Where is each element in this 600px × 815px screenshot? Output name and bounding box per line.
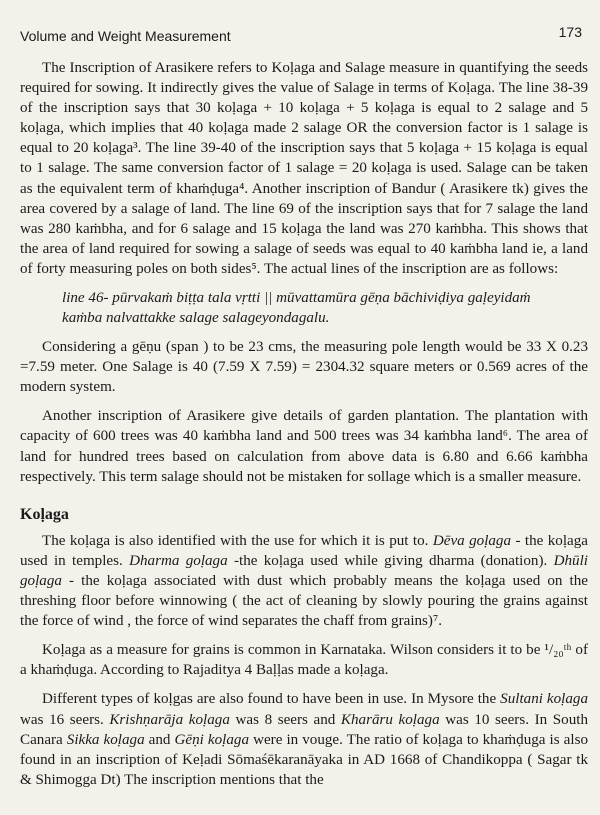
page-number: 173 [558,24,582,40]
text-run: The koḷaga is also identified with the use for which it is put to. [42,532,433,549]
term-dhuli-golaga: Dhūli goḷaga [20,552,588,589]
term-deva-golaga: Dēva goḷaga [432,532,512,549]
inscription-quote [62,288,588,328]
text-run: - the koḷaga used in temples. [20,532,588,569]
text-run: was 16 seers. [20,711,110,728]
text-run: was 8 seers and [229,711,341,728]
running-header: Volume and Weight Measurement [20,28,231,44]
paragraph-arasikere-inscription: The Inscription of Arasikere refers to Koḷaga and Salage measure in quantifying the seeds required for sowing. It indirectly gives the value of Salage in terms of Koḷaga. The line 38-39 of the inscription says that 30 koḷaga + 10 koḷaga + 5 koḷaga is equal to 2 salage and 5 koḷaga, which implies that 40 koḷaga made 2 salage OR the conversion factor is 1 salage is equal to 20 koḷaga³. The line 39-40 of the inscription says that 5 koḷaga + 15 koḷaga is equal to 1 salage. The same conversion factor of 1 salage = 20 koḷaga is used. Salage can be taken as the equivalent term of khaṁḍuga⁴. Another inscription of Bandur ( Arasikere tk) gives the area covered by a salage of land. The line 69 of the inscription says that for 7 salage the land was 280 kaṁbha, and for 6 salage and 15 koḷaga the land was 270 kaṁbha. This shows that the area of land required for sowing a salage of seeds was equal to 40 kaṁbha land ie, a land of forty measuring poles on both sides⁵. The actual lines of the inscription are as follows: [20,60,588,277]
paragraph-gena-calculation: Considering a gēṇu (span ) to be 23 cms, the measuring pole length would be 33 X 0.23 =7.59 meter. One Salage is 40 (7.59 X 7.59) = 2304.32 square meters or 0.569 acres of the modern system. [20,339,588,396]
term-geni-kolaga: Gēṇi koḷaga [174,731,250,748]
text-run: -the koḷaga used while giving dharma (donation). [227,552,554,569]
paragraph-garden-plantation: Another inscription of Arasikere give details of garden plantation. The plantation with capacity of 600 trees was 40 kaṁbha land and 500 trees was 34 kaṁbha land⁶. The area of land for hundred trees based on calculation from above data is 6.80 and 6.66 kaṁbha respectively. This term salage should not be mistaken for sollage which is a smaller measure. [20,408,588,485]
text-run: Different types of koḷgas are also found to have been in use. In Mysore the [42,691,501,708]
inscription-quote-line-1: line 46- pūrvakaṁ biṭṭa tala vṛtti || mūvattamūra gēṇa bāchiviḍiya gaḷeyidaṁ [62,290,531,307]
paragraph-kolaga-uses [20,531,588,631]
body-text [20,58,588,799]
text-run: - the koḷaga associated with dust which probably means the koḷaga used on the threshing floor before winnowing ( the act of cleaning by slowly pouring the grains against the force of wind , the force of wind separates the chaff from grains)⁷. [20,572,588,630]
term-sultani-kolaga: Sultani koḷaga [500,691,589,708]
term-khararu-kolaga: Kharāru koḷaga [340,711,440,728]
inscription-quote-line-2: kaṁba nalvattakke salage salageyondagalu. [62,310,330,327]
paragraph-kolaga-karnataka: Koḷaga as a measure for grains is common in Karnataka. Wilson considers it to be ¹/₂₀ᵗʰ of a khaṁḍuga. According to Rajaditya 4 Baḷḷas made a koḷaga. [20,642,588,679]
text-run: was 10 seers. In South Canara [20,711,589,748]
term-sikka-kolaga: Sikka koḷaga [66,731,145,748]
term-dharma-golaga: Dharma goḷaga [129,552,228,569]
text-run: and [144,731,175,748]
section-heading: Koḷaga [20,505,69,523]
term-krishnaraja-kolaga: Krishṇarāja koḷaga [109,711,230,728]
text-run: were in vouge. The ratio of koḷaga to khaṁḍuga is also found in an inscription of Keḷadi Sōmaśēkaranāyaka in AD 1668 of Chandikoppa ( Sagar tk & Shimogga Dt) The inscription mentions that the [20,731,588,788]
paragraph-kolaga-types [20,689,588,789]
